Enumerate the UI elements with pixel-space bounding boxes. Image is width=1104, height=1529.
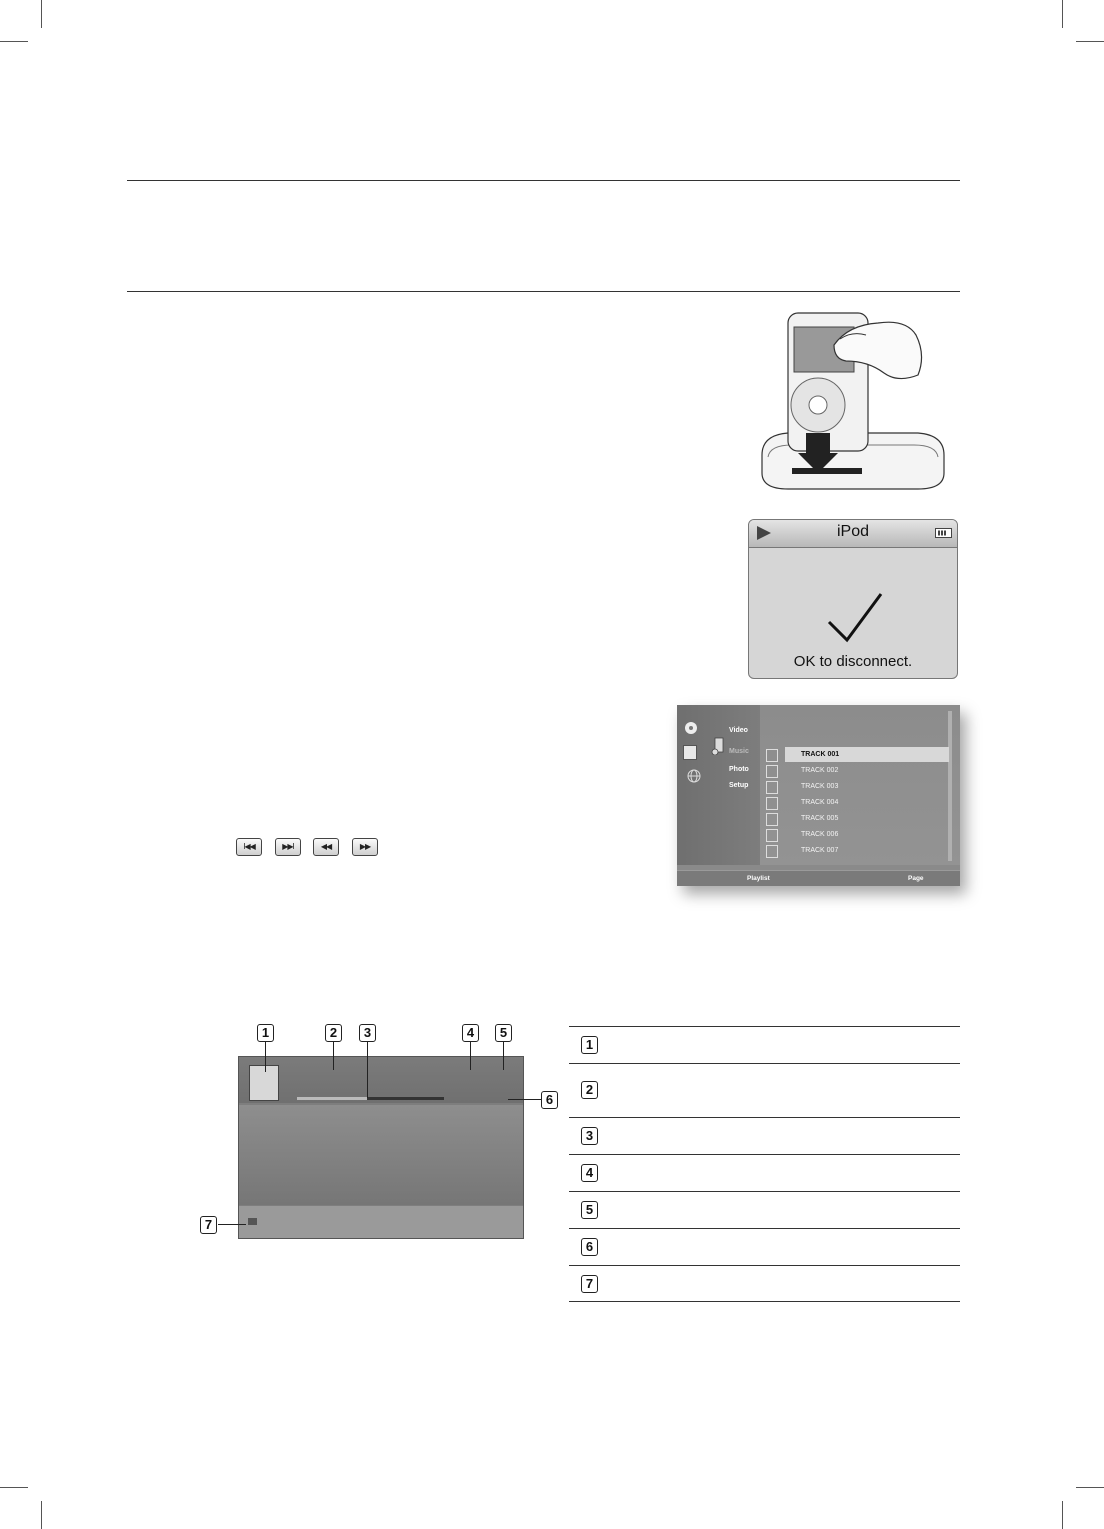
track-icon xyxy=(766,813,778,826)
playlist-label[interactable]: Playlist xyxy=(747,875,770,882)
skip-back-button[interactable]: I◀◀ xyxy=(236,838,262,856)
callout-4: 4 xyxy=(462,1024,479,1042)
progress-fill xyxy=(297,1097,367,1100)
track-icon xyxy=(766,765,778,778)
legend-row xyxy=(569,1117,960,1154)
ipod-title-bar xyxy=(749,520,957,548)
leader-line xyxy=(503,1042,504,1070)
track-list-panel xyxy=(760,705,960,865)
legend-table xyxy=(569,1026,960,1302)
track-icon xyxy=(766,845,778,858)
leader-line xyxy=(333,1042,334,1070)
rewind-button[interactable]: ◀◀ xyxy=(313,838,339,856)
battery-icon xyxy=(935,528,953,538)
menu-item-music[interactable]: Music xyxy=(729,748,749,755)
ipod-source-icon xyxy=(683,745,697,760)
playback-main-area xyxy=(239,1105,523,1205)
menu-item-photo[interactable]: Photo xyxy=(729,766,749,773)
crop-mark xyxy=(1076,1487,1104,1488)
callout-3: 3 xyxy=(359,1024,376,1042)
track-item[interactable]: TRACK 002 xyxy=(801,767,839,774)
leader-line xyxy=(470,1042,471,1070)
menu-item-setup[interactable]: Setup xyxy=(729,782,749,789)
track-item[interactable]: TRACK 005 xyxy=(801,815,839,822)
callout-6: 6 xyxy=(541,1091,558,1109)
track-item[interactable]: TRACK 007 xyxy=(801,847,839,854)
leader-line xyxy=(508,1099,541,1100)
legend-number: 4 xyxy=(581,1164,598,1182)
legend-row xyxy=(569,1265,960,1302)
playback-info-bar xyxy=(239,1057,523,1103)
crop-mark xyxy=(0,1487,28,1488)
music-note-icon xyxy=(711,737,725,755)
legend-number: 7 xyxy=(581,1275,598,1293)
skip-forward-button[interactable]: ▶▶I xyxy=(275,838,301,856)
track-icon xyxy=(766,797,778,810)
callout-7: 7 xyxy=(200,1216,217,1234)
globe-icon xyxy=(687,769,701,783)
crop-mark xyxy=(41,0,42,28)
ipod-title: iPod xyxy=(836,523,870,540)
legend-row xyxy=(569,1026,960,1063)
legend-row xyxy=(569,1191,960,1228)
callout-1: 1 xyxy=(257,1024,274,1042)
callout-5: 5 xyxy=(495,1024,512,1042)
callout-2: 2 xyxy=(325,1024,342,1042)
track-icon xyxy=(766,781,778,794)
music-menu-screen xyxy=(677,705,960,886)
leader-line xyxy=(218,1224,246,1225)
legend-row xyxy=(569,1154,960,1191)
playback-screen xyxy=(238,1056,524,1239)
track-icon xyxy=(766,749,778,762)
crop-mark xyxy=(1062,0,1063,28)
disc-icon xyxy=(683,721,699,735)
checkmark-icon xyxy=(827,592,883,644)
disconnect-message: OK to disconnect. xyxy=(793,653,913,670)
legend-number: 3 xyxy=(581,1127,598,1145)
track-icon xyxy=(766,829,778,842)
playback-footer xyxy=(239,1206,523,1238)
track-item[interactable]: TRACK 006 xyxy=(801,831,839,838)
fast-forward-button[interactable]: ▶▶ xyxy=(352,838,378,856)
menu-sidebar xyxy=(677,705,760,865)
header-rule-top xyxy=(127,180,960,181)
scrollbar[interactable] xyxy=(948,711,952,861)
header-rule-bottom xyxy=(127,291,960,292)
legend-row xyxy=(569,1228,960,1265)
album-art xyxy=(249,1065,279,1101)
crop-mark xyxy=(41,1501,42,1529)
legend-row xyxy=(569,1063,960,1117)
legend-number: 2 xyxy=(581,1081,598,1099)
ipod-disconnect-screen xyxy=(748,519,958,679)
leader-line xyxy=(265,1042,266,1072)
menu-item-video[interactable]: Video xyxy=(729,727,748,734)
footer-indicator xyxy=(248,1218,257,1225)
track-item[interactable]: TRACK 001 xyxy=(801,751,840,758)
page-label[interactable]: Page xyxy=(908,875,924,882)
track-item[interactable]: TRACK 003 xyxy=(801,783,839,790)
legend-number: 6 xyxy=(581,1238,598,1256)
crop-mark xyxy=(0,41,28,42)
menu-footer xyxy=(677,870,960,886)
legend-number: 5 xyxy=(581,1201,598,1219)
crop-mark xyxy=(1076,41,1104,42)
legend-number: 1 xyxy=(581,1036,598,1054)
ipod-dock-illustration xyxy=(748,305,963,495)
leader-line xyxy=(367,1042,368,1098)
crop-mark xyxy=(1062,1501,1063,1529)
track-item[interactable]: TRACK 004 xyxy=(801,799,839,806)
